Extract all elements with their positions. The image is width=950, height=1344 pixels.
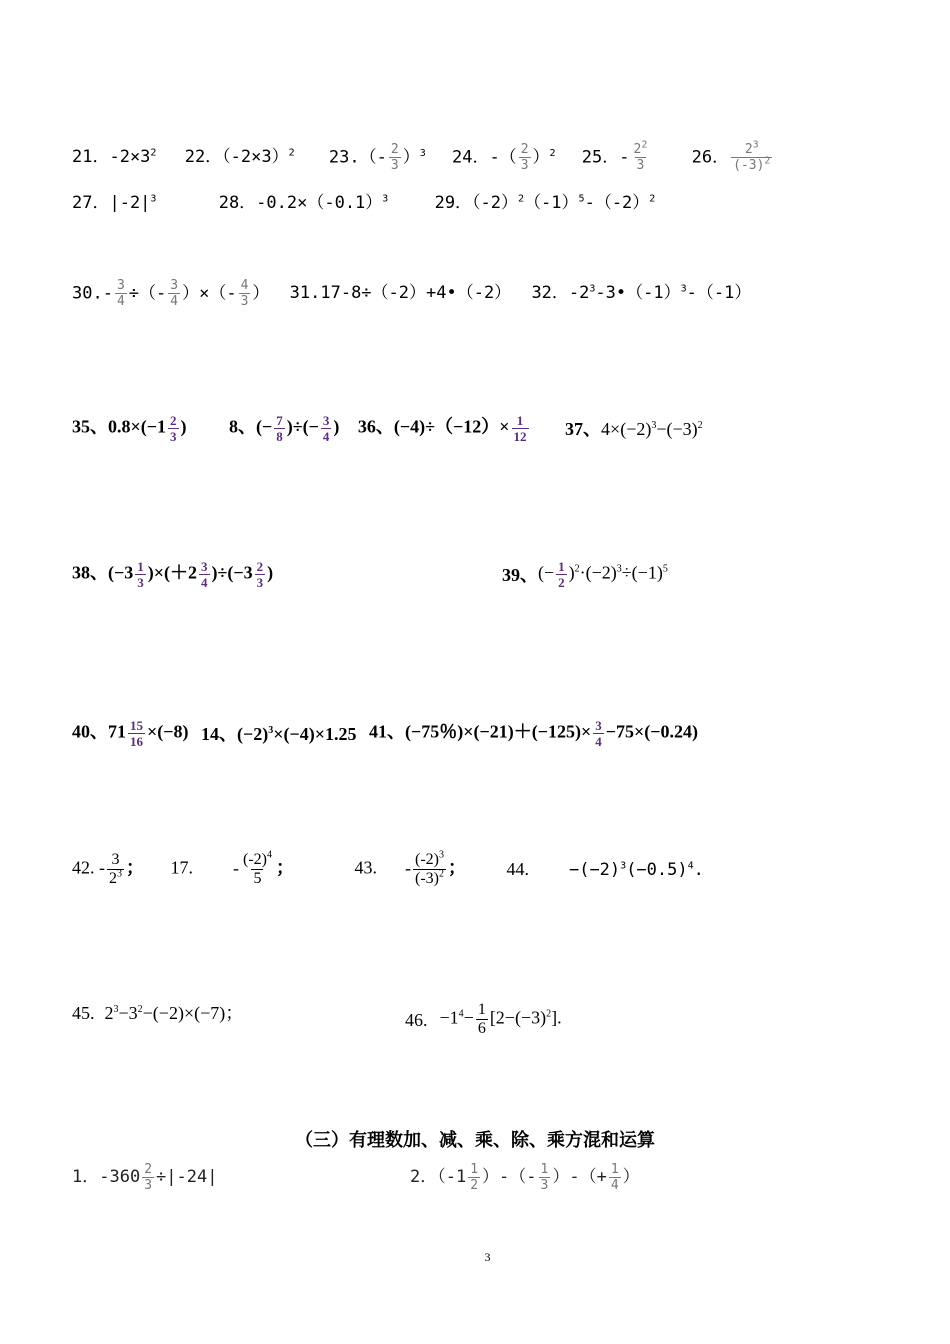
problem-row-38-39: [72, 560, 273, 589]
problem-26: [691, 139, 775, 173]
fraction-numerator: [632, 139, 650, 157]
problem-40-text-b: ×(−8): [147, 721, 189, 742]
fraction-denominator: 3: [170, 429, 177, 444]
section-3-problem-2: [410, 1163, 640, 1192]
fraction-numerator: 1: [477, 1001, 486, 1018]
fraction-numerator: [241, 849, 274, 869]
problem-23: [329, 143, 426, 172]
numerator-exponent: 3: [438, 849, 444, 861]
problem-38-fraction-1: [135, 560, 146, 589]
problem-43-fraction: [413, 849, 446, 887]
problem-44-exponent-1: 3: [620, 860, 627, 872]
numerator-base: (-2): [414, 851, 439, 868]
section-3-problem-2-fraction-3: [609, 1163, 621, 1192]
problem-31: [290, 285, 512, 302]
section-3-problem-1-fraction: [142, 1163, 154, 1192]
section-3-problem-1-text-a: 1．-360: [72, 1167, 141, 1187]
fraction-denominator: 2: [558, 575, 565, 590]
numerator-exponent: 3: [752, 139, 759, 151]
problem-45-exponent-1: 3: [113, 1003, 119, 1015]
fraction-denominator: 6: [477, 1020, 486, 1037]
problem-40-text-a: 40、71: [72, 721, 126, 742]
problem-14-text-b: ×(−4)×1.25: [273, 723, 357, 744]
problem-17: [170, 849, 294, 887]
problem-37-text-a: 4×(−2): [601, 418, 652, 439]
problem-28-exponent: 3: [382, 193, 389, 205]
problem-46-text-b: −: [463, 1007, 474, 1028]
problem-17-minus: -: [233, 857, 239, 878]
section-3-problem-2-text-b: ）-（-: [482, 1167, 537, 1187]
problem-29: [435, 195, 656, 212]
problem-38-text-d: ): [267, 562, 274, 583]
problem-40-fraction: [128, 719, 145, 748]
problem-37-text-b: −(−3): [656, 418, 698, 439]
problem-32: [531, 285, 751, 302]
fraction-denominator: [413, 869, 446, 887]
section-3-problem-1-text-b: ÷|-24|: [156, 1167, 218, 1187]
problem-36-text: 36、(−4)÷（−12）×: [357, 416, 510, 437]
problem-39-exponent-2: 3: [616, 563, 622, 575]
problem-42-semicolon: ；: [126, 857, 144, 878]
numerator-base: 2: [744, 142, 753, 157]
fraction-numerator: 3: [170, 278, 179, 293]
fraction-numerator: [413, 849, 446, 869]
problem-39-text-d: ÷(−1): [621, 562, 663, 583]
problem-43-minus: -: [404, 857, 411, 878]
fraction-numerator: [743, 139, 761, 157]
problem-42-fraction: [107, 852, 124, 887]
problem-46-text-c: [2−(−3): [489, 1007, 547, 1028]
problem-38-fraction-2: [199, 560, 210, 589]
fraction-denominator: 16: [130, 734, 143, 749]
problem-29-text-c: -（-2）: [584, 193, 650, 213]
problem-32-exponent-2: 3: [680, 283, 687, 295]
problem-46-label: 46.: [405, 1009, 428, 1030]
problem-43-label: 43.: [354, 857, 377, 878]
problem-37-exponent-2: 2: [697, 419, 703, 431]
problem-38-fraction-3: [255, 560, 266, 589]
fraction-denominator: 5: [253, 870, 262, 887]
numerator-base: (-2): [243, 851, 267, 868]
problem-45-text-a: 2: [104, 1002, 114, 1023]
problem-36: [358, 414, 531, 443]
problem-46-fraction: [476, 1002, 488, 1037]
section-title: （三）有理数加、减、乘、除、乘方混和运算: [295, 1130, 655, 1151]
section-3-problem-2-text-a: 2．（-1: [410, 1167, 467, 1187]
problem-29-text-b: （-1）: [524, 193, 579, 213]
problem-26-fraction: [731, 139, 772, 173]
problem-row-30-32: [72, 279, 751, 308]
problem-44-text-a: −(−2): [568, 860, 621, 880]
problem-32-text-c: -（-1）: [686, 283, 752, 303]
problem-27: [72, 195, 156, 212]
problem-35-fraction: [168, 414, 179, 443]
problem-44-exponent-2: 4: [687, 860, 694, 872]
fraction-denominator: 4: [595, 734, 602, 749]
denominator-base: (-3): [733, 158, 765, 173]
problem-30-fraction-1: [115, 279, 127, 308]
fraction-numerator: 1: [137, 559, 144, 574]
section-3-problem-2-fraction-1: [468, 1163, 480, 1192]
fraction-numerator: 1: [470, 1162, 479, 1177]
problem-8-text-a: 8、(−: [229, 416, 273, 437]
fraction-denominator: 3: [240, 294, 249, 309]
problem-23-exponent: 3: [419, 147, 426, 159]
problem-23-fraction: [389, 143, 401, 172]
problem-29-exponent-3: 2: [649, 193, 656, 205]
problem-45-expression: [105, 1004, 244, 1022]
problem-8: [229, 414, 339, 443]
problem-30-fraction-2: [168, 279, 180, 308]
fraction-numerator: 1: [610, 1162, 619, 1177]
problem-24-text: 24．-（: [451, 147, 517, 168]
problem-24-exponent: 2: [549, 147, 556, 159]
problem-41-text-a: 41、(−75％)×(−21)＋(−125)×: [369, 721, 592, 742]
fraction-numerator: 3: [116, 278, 125, 293]
problem-29-exponent-1: 2: [518, 193, 525, 205]
section-3-problem-2-text-d: ）: [622, 1167, 640, 1187]
problem-42-text: 42. -: [72, 857, 105, 878]
problem-39-text-c: ·(−2): [579, 562, 617, 583]
numerator-exponent: 4: [266, 849, 272, 861]
problem-21: [72, 149, 156, 166]
fraction-numerator: 4: [240, 278, 249, 293]
problem-40: [72, 719, 189, 748]
fraction-denominator: 3: [256, 575, 264, 590]
problem-30-text-a: 30.-: [72, 283, 113, 304]
problem-8-text-b: )÷(−: [286, 416, 319, 437]
problem-39-fraction: [556, 560, 567, 589]
problem-31-text: 31.17-8÷（-2）+4•（-2）: [289, 283, 512, 303]
fraction-numerator: 2: [170, 413, 177, 428]
numerator-base: 2: [633, 142, 642, 157]
fraction-denominator: 3: [144, 1178, 153, 1193]
fraction-denominator: 3: [137, 575, 144, 590]
problem-8-fraction-2: [321, 414, 332, 443]
problem-30-text-c: ）×（-: [182, 283, 237, 304]
problem-38-text-c: )÷(−3: [211, 562, 253, 583]
fraction-denominator: 3: [390, 158, 399, 173]
problem-37: [565, 420, 703, 438]
problem-14: [201, 725, 357, 743]
problem-35-text-a: 35、0.8×(−1: [72, 416, 167, 437]
problem-45-text-c: −(−2)×(−7)；: [142, 1002, 244, 1023]
problem-45-exponent-2: 2: [137, 1003, 143, 1015]
problem-30-text-d: ）: [252, 283, 270, 304]
fraction-denominator: 4: [201, 575, 208, 590]
problem-21-exponent: 2: [150, 147, 157, 159]
problem-46-text-d: ].: [551, 1007, 562, 1028]
problem-42: [72, 852, 144, 887]
problem-row-35-37: [72, 414, 703, 443]
problem-39-expression: [538, 560, 668, 589]
problem-39: [502, 560, 668, 589]
problem-22-exponent: 2: [288, 147, 295, 159]
problem-41-text-b: −75×(−0.24): [605, 721, 699, 742]
fraction-denominator: [731, 157, 772, 172]
problem-39-exponent-3: 5: [662, 563, 668, 575]
problem-17-label: 17.: [170, 857, 193, 878]
problem-23-text: 23.（-: [328, 147, 387, 168]
problem-39-label: 39、: [502, 564, 538, 585]
problem-24-fraction: [519, 143, 531, 172]
section-3-problem-1: [72, 1163, 217, 1192]
problem-35: [72, 414, 187, 443]
denominator-exponent: 3: [117, 868, 122, 880]
problem-41-fraction: [593, 719, 604, 748]
fraction-numerator: 15: [130, 718, 143, 733]
fraction-numerator: 1: [540, 1162, 549, 1177]
problem-23-close: ）: [402, 147, 420, 168]
problem-25-fraction: [632, 139, 650, 173]
problem-46-exponent-2: 2: [546, 1008, 552, 1020]
fraction-denominator: 4: [322, 429, 330, 444]
problem-17-fraction: [241, 849, 274, 887]
problem-32-text-b: -3•（-1）: [595, 283, 681, 303]
fraction-denominator: 4: [170, 294, 179, 309]
fraction-denominator: 8: [276, 429, 283, 444]
problem-24-close: ）: [532, 147, 550, 168]
problem-39-text-a: (−: [538, 562, 555, 583]
problem-35-text-b: ): [180, 416, 187, 437]
fraction-numerator: 2: [390, 142, 399, 157]
fraction-numerator: 3: [111, 851, 120, 868]
section-3-problem-2-text-c: ）-（+: [552, 1167, 607, 1187]
problem-38: [72, 560, 273, 589]
denominator-base: (-3): [414, 870, 439, 887]
fraction-numerator: 3: [201, 559, 208, 574]
problem-45: [72, 1002, 243, 1022]
problem-28: [219, 195, 389, 212]
fraction-denominator: 3: [636, 158, 645, 173]
problem-37-expression: [601, 419, 703, 439]
problem-38-text-b: )×(＋2: [147, 562, 198, 583]
fraction-denominator: 12: [513, 429, 527, 444]
fraction-denominator: 3: [520, 158, 529, 173]
problem-8-text-c: ): [333, 416, 340, 437]
problem-41: [369, 719, 698, 748]
problem-44: [506, 860, 703, 879]
page-number: 3: [484, 1250, 491, 1264]
fraction-denominator: 4: [116, 294, 125, 309]
problem-22-text: 22．（-2×3）: [184, 147, 289, 167]
problem-28-text: 28．-0.2×（-0.1）: [218, 193, 383, 213]
problem-46-exponent-1: 4: [458, 1008, 464, 1020]
numerator-exponent: 2: [641, 139, 648, 151]
fraction-denominator: [107, 869, 124, 887]
problem-32-exponent-1: 3: [589, 283, 596, 295]
problem-8-fraction-1: [274, 414, 285, 443]
problem-38-text-a: 38、(−3: [72, 562, 134, 583]
problem-30: [72, 279, 269, 308]
section-3-problem-2-fraction-2: [539, 1163, 551, 1192]
problem-44-expression: [569, 860, 704, 880]
problem-27-exponent: 3: [150, 193, 157, 205]
fraction-numerator: 2: [256, 559, 264, 574]
fraction-numerator: 3: [595, 718, 602, 733]
problem-29-exponent-2: 5: [578, 193, 585, 205]
problem-26-text: 26．: [691, 147, 730, 168]
problem-44-text-b: (−0.5): [626, 860, 688, 880]
problem-21-text: 21．-2×3: [72, 147, 151, 167]
problem-37-label: 37、: [565, 418, 602, 439]
fraction-numerator: 1: [516, 413, 524, 428]
problem-45-text-b: −3: [118, 1002, 138, 1023]
problem-17-semicolon: ；: [275, 857, 294, 878]
problem-row-42-44: [72, 849, 704, 887]
denominator-exponent: 2: [438, 868, 444, 880]
problem-22: [185, 149, 295, 166]
problem-29-text-a: 29．（-2）: [434, 193, 519, 213]
problem-30-text-b: ÷（-: [128, 283, 167, 304]
problem-46-expression: [440, 1002, 562, 1037]
fraction-numerator: 1: [558, 559, 565, 574]
problem-14-text-a: 14、(−2): [201, 723, 269, 744]
denominator-base: 2: [109, 870, 117, 887]
problem-46: [405, 1002, 562, 1037]
fraction-denominator: 3: [540, 1178, 549, 1193]
problem-25: [581, 139, 652, 173]
problem-24: [452, 143, 556, 172]
denominator-exponent: 2: [764, 155, 771, 167]
problem-39-exponent-1: 2: [574, 563, 580, 575]
problem-32-text-a: 32．-2: [531, 283, 590, 303]
problem-45-label: 45.: [72, 1002, 95, 1023]
problem-39-text-b: ): [568, 562, 575, 583]
problem-row-27-29: [72, 195, 655, 213]
fraction-numerator: 7: [276, 413, 283, 428]
problem-30-fraction-3: [239, 279, 251, 308]
problem-43-semicolon: ；: [447, 857, 466, 878]
problem-44-period: .: [693, 860, 704, 880]
fraction-numerator: 2: [144, 1162, 153, 1177]
problem-36-fraction: [512, 414, 529, 443]
problem-27-text: 27．|-2|: [72, 193, 151, 213]
problem-14-exponent: 3: [268, 724, 274, 736]
fraction-numerator: 3: [322, 413, 330, 428]
problem-44-label: 44.: [506, 859, 529, 879]
problem-row-21-26: [72, 139, 774, 173]
fraction-denominator: 2: [470, 1178, 479, 1193]
problem-46-text-a: −1: [439, 1007, 459, 1028]
problem-row-40-41: [72, 719, 698, 748]
problem-25-text: 25．-: [581, 147, 630, 168]
problem-37-exponent-1: 3: [651, 419, 657, 431]
problem-43: [354, 849, 466, 887]
fraction-denominator: 4: [610, 1178, 619, 1193]
fraction-numerator: 2: [520, 142, 529, 157]
